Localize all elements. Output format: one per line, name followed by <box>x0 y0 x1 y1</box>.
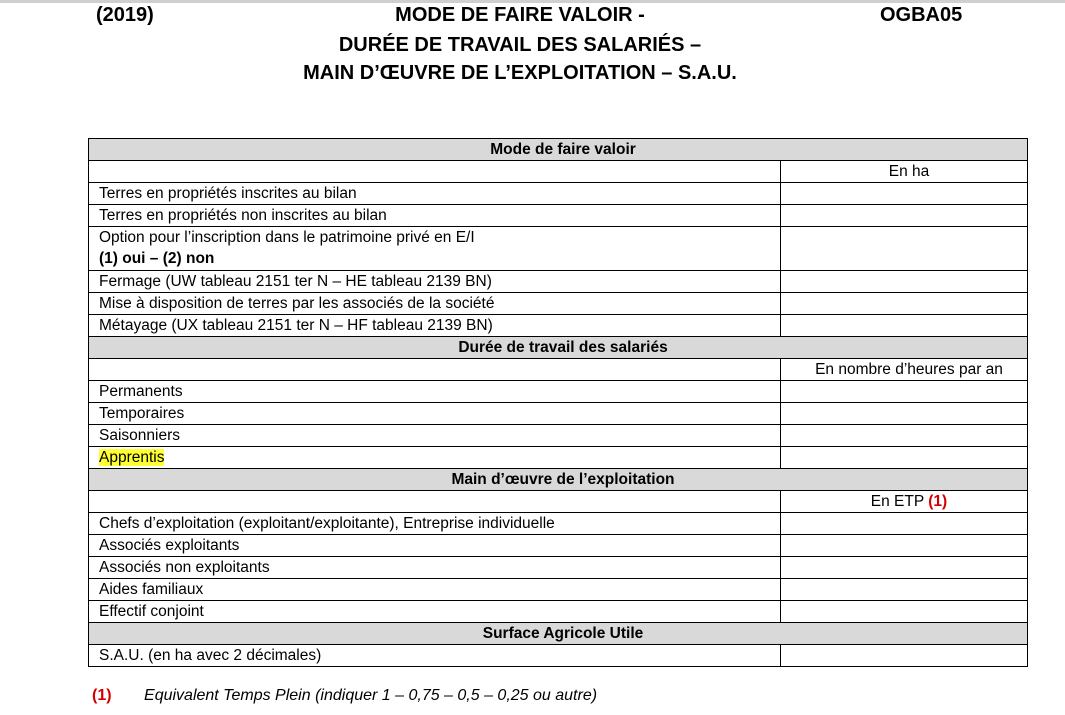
row-label: Terres en propriétés non inscrites au bilan <box>89 205 781 227</box>
table-row <box>89 447 1028 469</box>
row-label: Aides familiaux <box>89 579 781 601</box>
value-cell[interactable] <box>781 601 1028 623</box>
unit-label-heures: En nombre d’heures par an <box>781 359 1028 381</box>
unit-spacer <box>89 359 781 381</box>
table-row <box>89 271 1028 293</box>
value-cell[interactable] <box>781 227 1028 271</box>
table-row <box>89 601 1028 623</box>
unit-row <box>89 161 1028 183</box>
table-row <box>89 293 1028 315</box>
table-row <box>89 183 1028 205</box>
table-row <box>89 425 1028 447</box>
row-label: S.A.U. (en ha avec 2 décimales) <box>89 645 781 667</box>
value-cell[interactable] <box>781 271 1028 293</box>
section-title-duree: Durée de travail des salariés <box>89 337 1028 359</box>
value-cell[interactable] <box>781 403 1028 425</box>
row-label: Terres en propriétés inscrites au bilan <box>89 183 781 205</box>
value-cell[interactable] <box>781 535 1028 557</box>
table-row <box>89 315 1028 337</box>
value-cell[interactable] <box>781 645 1028 667</box>
value-cell[interactable] <box>781 315 1028 337</box>
unit-row <box>89 491 1028 513</box>
unit-spacer <box>89 161 781 183</box>
value-cell[interactable] <box>781 183 1028 205</box>
table-row <box>89 579 1028 601</box>
row-label: Associés non exploitants <box>89 557 781 579</box>
footnote-ref: (1) <box>928 493 948 510</box>
section-header-row <box>89 139 1028 161</box>
table-row <box>89 513 1028 535</box>
row-label-apprentis <box>89 447 781 469</box>
value-cell[interactable] <box>781 557 1028 579</box>
value-cell[interactable] <box>781 579 1028 601</box>
table-row <box>89 535 1028 557</box>
option-line-1: Option pour l’inscription dans le patrimoine privé en E/I <box>99 229 475 246</box>
unit-label-ha: En ha <box>781 161 1028 183</box>
table-row-option <box>89 227 1028 271</box>
section-header-row <box>89 623 1028 645</box>
unit-label-etp <box>781 491 1028 513</box>
table-row <box>89 205 1028 227</box>
footnote-marker: (1) <box>92 687 112 704</box>
table-row <box>89 645 1028 667</box>
highlighted-label: Apprentis <box>99 449 165 466</box>
row-label-option <box>89 227 781 271</box>
table-row <box>89 557 1028 579</box>
footnote <box>92 687 597 705</box>
value-cell[interactable] <box>781 205 1028 227</box>
row-label: Fermage (UW tableau 2151 ter N – HE tableau 2139 BN) <box>89 271 781 293</box>
option-line-2: (1) oui – (2) non <box>99 250 215 267</box>
footnote-text: Equivalent Temps Plein (indiquer 1 – 0,75 – 0,5 – 0,25 ou autre) <box>144 687 598 704</box>
value-cell[interactable] <box>781 513 1028 535</box>
value-cell[interactable] <box>781 447 1028 469</box>
row-label: Saisonniers <box>89 425 781 447</box>
row-label: Temporaires <box>89 403 781 425</box>
form-code: OGBA05 <box>880 4 963 26</box>
title-line-2: DURÉE DE TRAVAIL DES SALARIÉS – <box>338 34 702 56</box>
section-header-row <box>89 337 1028 359</box>
form-year: (2019) <box>96 4 154 26</box>
table-row <box>89 381 1028 403</box>
row-label: Permanents <box>89 381 781 403</box>
row-label: Associés exploitants <box>89 535 781 557</box>
form-table <box>88 138 1028 667</box>
unit-spacer <box>89 491 781 513</box>
row-label: Effectif conjoint <box>89 601 781 623</box>
value-cell[interactable] <box>781 425 1028 447</box>
title-line-1: MODE DE FAIRE VALOIR - <box>395 4 645 26</box>
value-cell[interactable] <box>781 381 1028 403</box>
section-title-sau: Surface Agricole Utile <box>89 623 1028 645</box>
unit-etp-text: En ETP <box>870 493 924 510</box>
section-header-row <box>89 469 1028 491</box>
title-line-3: MAIN D’ŒUVRE DE L’EXPLOITATION – S.A.U. <box>303 62 737 84</box>
value-cell[interactable] <box>781 293 1028 315</box>
section-title-main: Main d’œuvre de l’exploitation <box>89 469 1028 491</box>
section-title-mode: Mode de faire valoir <box>89 139 1028 161</box>
table-row <box>89 403 1028 425</box>
row-label: Mise à disposition de terres par les associés de la société <box>89 293 781 315</box>
row-label: Chefs d’exploitation (exploitant/exploitante), Entreprise individuelle <box>89 513 781 535</box>
unit-row <box>89 359 1028 381</box>
row-label: Métayage (UX tableau 2151 ter N – HF tableau 2139 BN) <box>89 315 781 337</box>
